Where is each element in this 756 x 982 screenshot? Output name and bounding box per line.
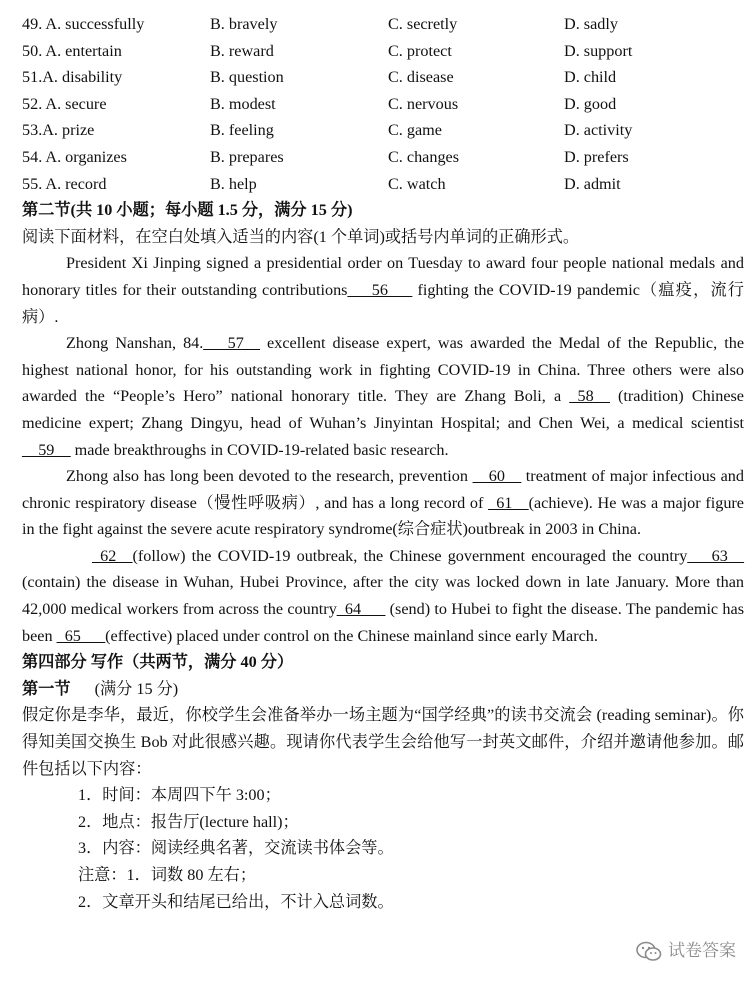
option-b: B. bravely	[210, 15, 278, 33]
section2-instruction: 阅读下面材料，在空白处填入适当的内容(1 个单词)或括号内单词的正确形式。	[22, 227, 580, 246]
note-line: 注意：1．词数 80 左右；	[78, 866, 257, 884]
option-a: 52. A. secure	[22, 94, 107, 113]
watermark	[636, 938, 736, 965]
blank-65: _65___	[56, 626, 106, 645]
option-d: D. activity	[564, 121, 633, 140]
blank-63: ___63__	[687, 546, 744, 565]
option-row-50	[22, 38, 744, 65]
blank-61: _61__	[488, 493, 529, 512]
option-b: B. modest	[210, 94, 276, 113]
list-item: 2．地点：报告厅(lecture hall)；	[78, 812, 299, 831]
option-d: D. prefers	[564, 147, 629, 166]
option-c: C. disease	[388, 68, 454, 87]
option-b: B. question	[210, 68, 284, 87]
option-a: 53.A. prize	[22, 121, 95, 140]
note-line: 2．文章开头和结尾已给出，不计入总词数。	[78, 892, 394, 911]
blank-58: _58__	[569, 387, 610, 406]
option-d: D. good	[564, 94, 617, 113]
option-a: 54. A. organizes	[22, 147, 127, 166]
part4-heading: 第四部分 写作（共两节，满分 40 分）	[22, 653, 294, 672]
option-row-53	[22, 117, 744, 144]
passage-paragraph-2: Zhong Nanshan, 84.___57__ excellent disease expert, was awarded the Medal of the Republic, the highest national honor, for his outstanding work in fighting COVID-19 in China. Three others were also awarded the “People’s Hero” national honorary title. They are Zhang Boli, a _58__ (tradition) Chinese medicine expert; Zhang Dingyu, head of Wuhan’s Jinyintan Hospital; and Chen Wei, a medical scientist __59__ made breakthroughs in COVID-19-related basic research.	[22, 334, 745, 459]
passage-paragraph-3: Zhong also has long been devoted to the research, prevention __60__ treatment of major infectious and chronic respiratory disease（慢性呼吸病）, and has a long record of _61__(achieve). He was a major figure in the fight against the severe acute respiratory syndrome(综合症状)outbreak in 2003 in China.	[22, 467, 744, 539]
option-d: D. sadly	[564, 15, 618, 33]
section1-title: 第一节	[22, 679, 71, 698]
list-item: 3．内容：阅读经典名著，交流读书体会等。	[78, 839, 394, 858]
option-row-52	[22, 91, 744, 118]
blank-64: _64___	[336, 600, 386, 619]
option-b: B. prepares	[210, 147, 284, 166]
option-row-55	[22, 171, 744, 198]
option-d: D. child	[564, 68, 617, 87]
blank-59: __59__	[22, 440, 71, 459]
option-c: C. game	[388, 121, 442, 140]
option-c: C. changes	[388, 147, 460, 166]
option-c: C. nervous	[388, 94, 459, 113]
option-c: C. secretly	[388, 15, 458, 33]
option-row-49	[22, 11, 744, 38]
wechat-icon	[636, 941, 662, 963]
blank-60: __60__	[472, 467, 522, 486]
blank-56: ___56___	[347, 280, 413, 299]
option-row-54	[22, 144, 744, 171]
section2-heading: 第二节(共 10 小题；每小题 1.5 分，满分 15 分)	[22, 201, 353, 220]
watermark-text: 试卷答案	[668, 941, 736, 962]
exam-page	[22, 11, 744, 915]
option-b: B. help	[210, 174, 257, 193]
writing-prompt: 假定你是李华，最近，你校学生会准备举办一场主题为“国学经典”的读书交流会 (reading seminar)。你得知美国交换生 Bob 对此很感兴趣。现请你代表学生会给他写一封英文邮件，介绍并邀请他参加。邮件包括以下内容：	[22, 706, 744, 778]
section1-score: (满分 15 分)	[94, 679, 179, 698]
option-a: 51.A. disability	[22, 68, 123, 87]
option-row-51	[22, 64, 744, 91]
option-c: C. protect	[388, 41, 452, 60]
option-b: B. feeling	[210, 121, 274, 140]
option-table	[22, 11, 744, 197]
option-a: 55. A. record	[22, 174, 107, 193]
option-b: B. reward	[210, 41, 274, 60]
passage-paragraph-1: President Xi Jinping signed a presidential order on Tuesday to award four people national medals and honorary titles for their outstanding contributions___56___ fighting the COVID-19 pandemic（瘟疫，流行病）.	[22, 254, 744, 326]
passage-paragraph-4: _62__(follow) the COVID-19 outbreak, the Chinese government encouraged the country___63__ (contain) the disease in Wuhan, Hubei Province, after the city was locked down in late January. More than 42,000 medical workers from across the country_64___ (send) to Hubei to fight the disease. The pandemic has been _65___(effective) placed under control on the Chinese mainland since early March.	[22, 546, 744, 645]
section1-header	[22, 676, 744, 703]
option-a: 50. A. entertain	[22, 41, 122, 60]
list-item: 1．时间：本周四下午 3:00；	[78, 786, 281, 805]
option-a: 49. A. successfully	[22, 15, 145, 33]
option-d: D. admit	[564, 174, 621, 193]
blank-62: _62__	[92, 546, 133, 565]
option-c: C. watch	[388, 174, 446, 193]
option-d: D. support	[564, 41, 633, 60]
blank-57: ___57__	[203, 334, 260, 353]
